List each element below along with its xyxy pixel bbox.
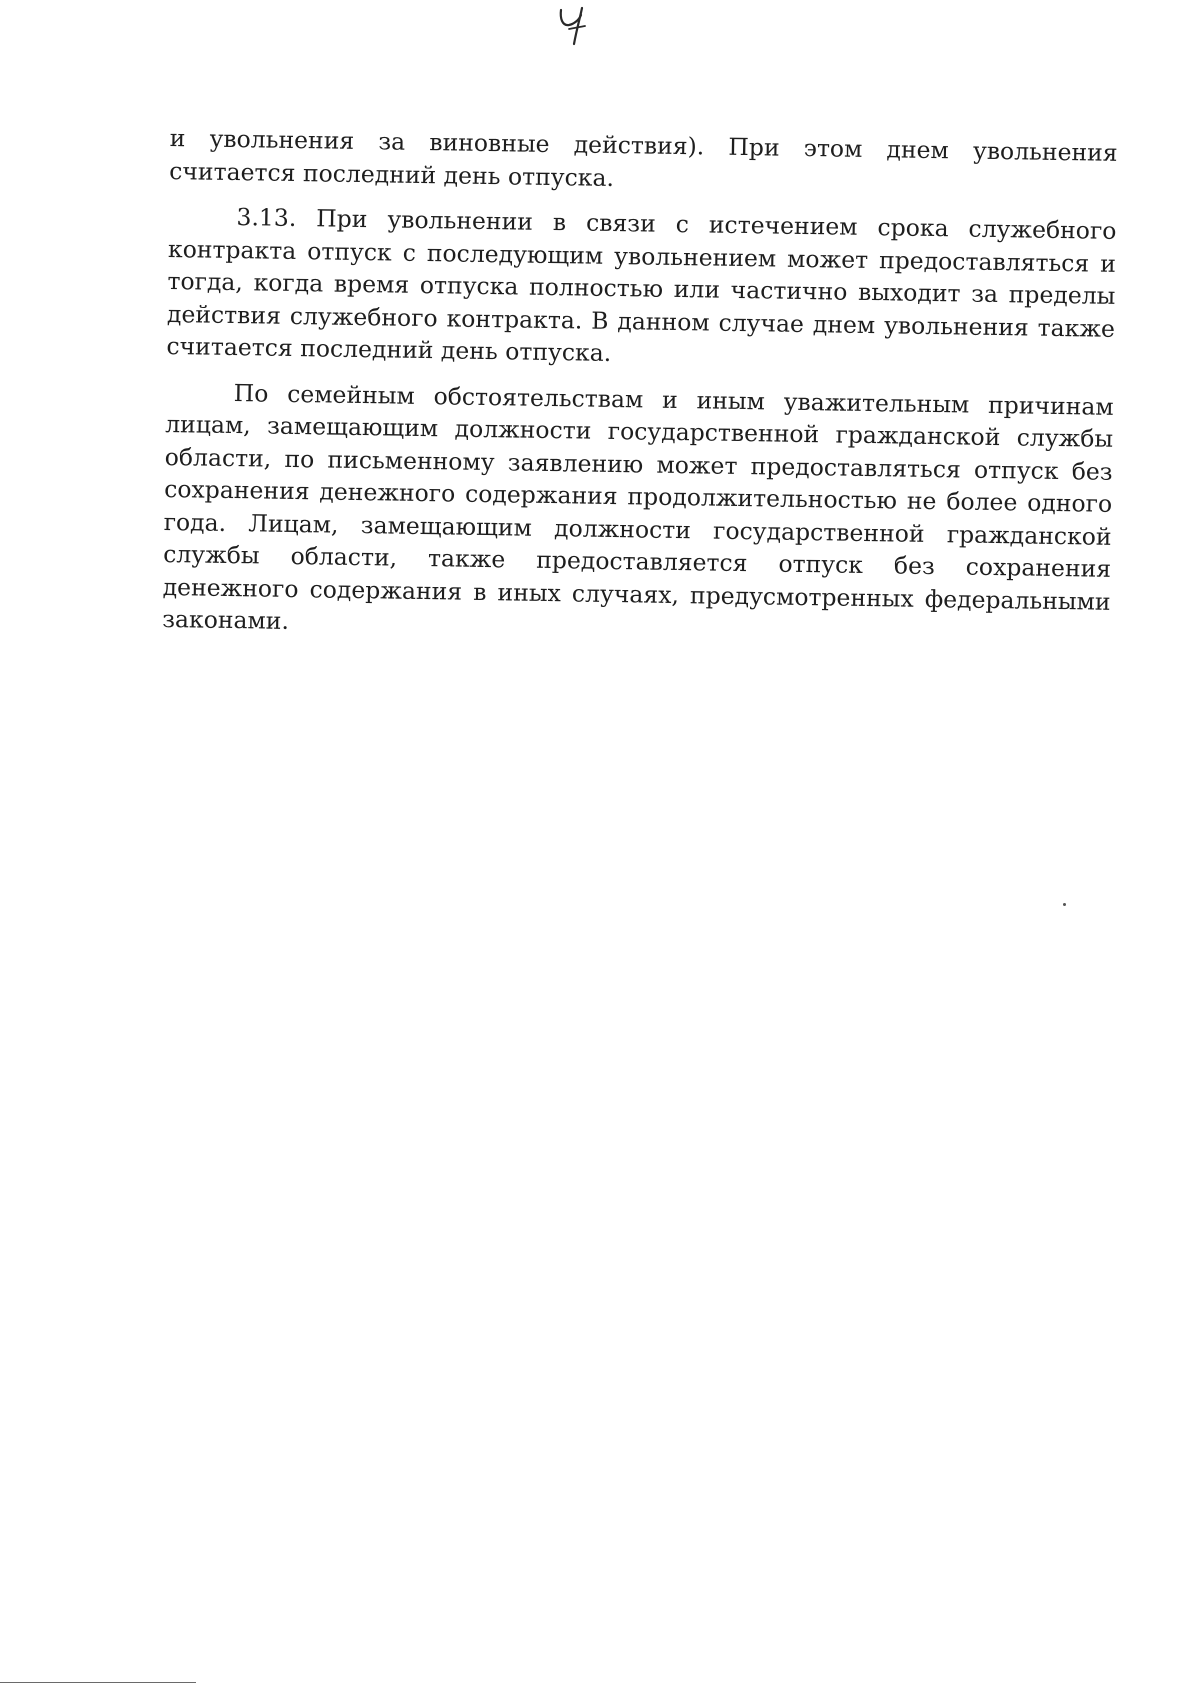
scan-speck [1063, 903, 1066, 906]
document-body [162, 122, 1118, 663]
paragraph-dismissal-day: и увольнения за виновные действия). При этом днем увольнения считается последний день отпуска. [169, 123, 1118, 192]
handwritten-page-number-glyph [552, 4, 592, 48]
handwritten-page-number [552, 4, 592, 48]
footer-rule [0, 1682, 196, 1683]
paragraph-3-13-contract-expiry: 3.13. При увольнении в связи с истечением срока служебного контракта отпуск с последующим увольнением может предоставляться и тогда, когда время отпуска полностью или частично выходит за пределы действия служебного контракта. В данном случае днем увольнения также считается последний день отпуска. [166, 203, 1117, 367]
paragraph-unpaid-leave: По семейным обстоятельствам и иным уважительным причинам лицам, замещающим должности государственной гражданской службы области, по письменному заявлению может предоставляться отпуск без сохранения денежного содержания продолжительностью не более одного года. Лицам, замещающим должности государственной гражданской службы области, также предоставляется отпуск без сохранения денежного содержания в иных случаях, предусмотренных федеральными законами. [161, 378, 1114, 635]
